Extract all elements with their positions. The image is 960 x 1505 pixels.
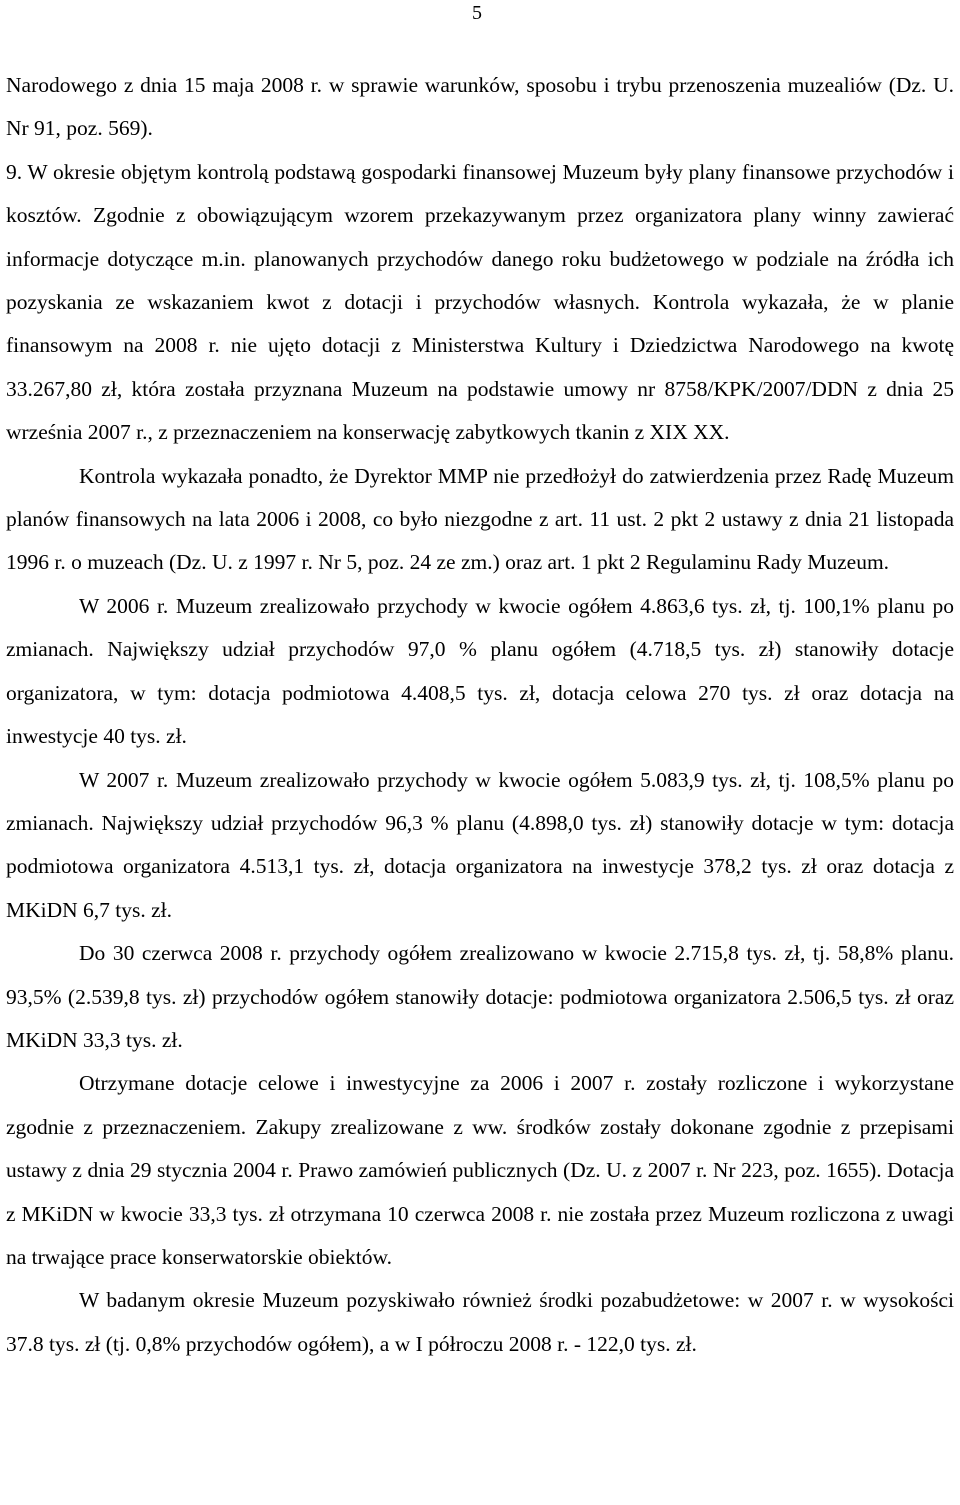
paragraph-revenue-2006: W 2006 r. Muzeum zrealizowało przychody w kwocie ogółem 4.863,6 tys. zł, tj. 100,1% planu po zmianach. Największy udział przychodów 97,0 % planu ogółem (4.718,5 tys. zł) stanowiły dotacje organizatora, w tym: dotacja podmiotowa 4.408,5 tys. zł, dotacja celowa 270 tys. zł oraz dotacja na inwestycje 40 tys. zł.: [6, 593, 954, 749]
paragraph-point-9: 9. W okresie objętym kontrolą podstawą gospodarki finansowej Muzeum były plany finansowe przychodów i kosztów. Zgodnie z obowiązującym wzorem przekazywanym przez organizatora plany winny zawierać informacje dotyczące m.in. planowanych przychodów danego roku budżetowego w podziale na źródła ich pozyskania ze wskazaniem kwot z dotacji i przychodów własnych. Kontrola wykazała, że w planie finansowym na 2008 r. nie ujęto dotacji z Ministerstwa Kultury i Dziedzictwa Narodowego na kwotę 33.267,80 zł, która została przyznana Muzeum na podstawie umowy nr 8758/KPK/2007/DDN z dnia 25 września 2007 r., z przeznaczeniem na konserwację zabytkowych tkanin z XIX XX.: [6, 159, 954, 445]
paragraph-revenue-2007: W 2007 r. Muzeum zrealizowało przychody w kwocie ogółem 5.083,9 tys. zł, tj. 108,5% planu po zmianach. Największy udział przychodów 96,3 % planu (4.898,0 tys. zł) stanowiły dotacje w tym: dotacja podmiotowa organizatora 4.513,1 tys. zł, dotacja organizatora na inwestycje 378,2 tys. zł oraz dotacja z MKiDN 6,7 tys. zł.: [6, 767, 954, 922]
paragraph-extra-budgetary: W badanym okresie Muzeum pozyskiwało również środki pozabudżetowe: w 2007 r. w wysokości 37.8 tys. zł (tj. 0,8% przychodów ogółem), a w I półroczu 2008 r. - 122,0 tys. zł.: [6, 1288, 954, 1356]
document-body: [6, 64, 954, 1366]
paragraph-board-approval: Kontrola wykazała ponadto, że Dyrektor MMP nie przedłożył do zatwierdzenia przez Radę Muzeum planów finansowych na lata 2006 i 2008, co było niezgodne z art. 11 ust. 2 pkt 2 ustawy z dnia 21 listopada 1996 r. o muzeach (Dz. U. z 1997 r. Nr 5, poz. 24 ze zm.) oraz art. 1 pkt 2 Regulaminu Rady Muzeum.: [6, 463, 954, 575]
paragraph-revenue-2008: Do 30 czerwca 2008 r. przychody ogółem zrealizowano w kwocie 2.715,8 tys. zł, tj. 58,8% planu. 93,5% (2.539,8 tys. zł) przychodów ogółem stanowiły dotacje: podmiotowa organizatora 2.506,5 tys. zł oraz MKiDN 33,3 tys. zł.: [6, 941, 954, 1052]
paragraph-continuation: Narodowego z dnia 15 maja 2008 r. w sprawie warunków, sposobu i trybu przenoszenia muzealiów (Dz. U. Nr 91, poz. 569).: [6, 73, 954, 141]
paragraph-grants-settlement: Otrzymane dotacje celowe i inwestycyjne za 2006 i 2007 r. zostały rozliczone i wykorzystane zgodnie z przeznaczeniem. Zakupy zrealizowane z ww. środków zostały dokonane zgodnie z przepisami ustawy z dnia 29 stycznia 2004 r. Prawo zamówień publicznych (Dz. U. z 2007 r. Nr 223, poz. 1655). Dotacja z MKiDN w kwocie 33,3 tys. zł otrzymana 10 czerwca 2008 r. nie została przez Muzeum rozliczona z uwagi na trwające prace konserwatorskie obiektów.: [6, 1071, 954, 1269]
page-number: 5: [472, 2, 482, 24]
